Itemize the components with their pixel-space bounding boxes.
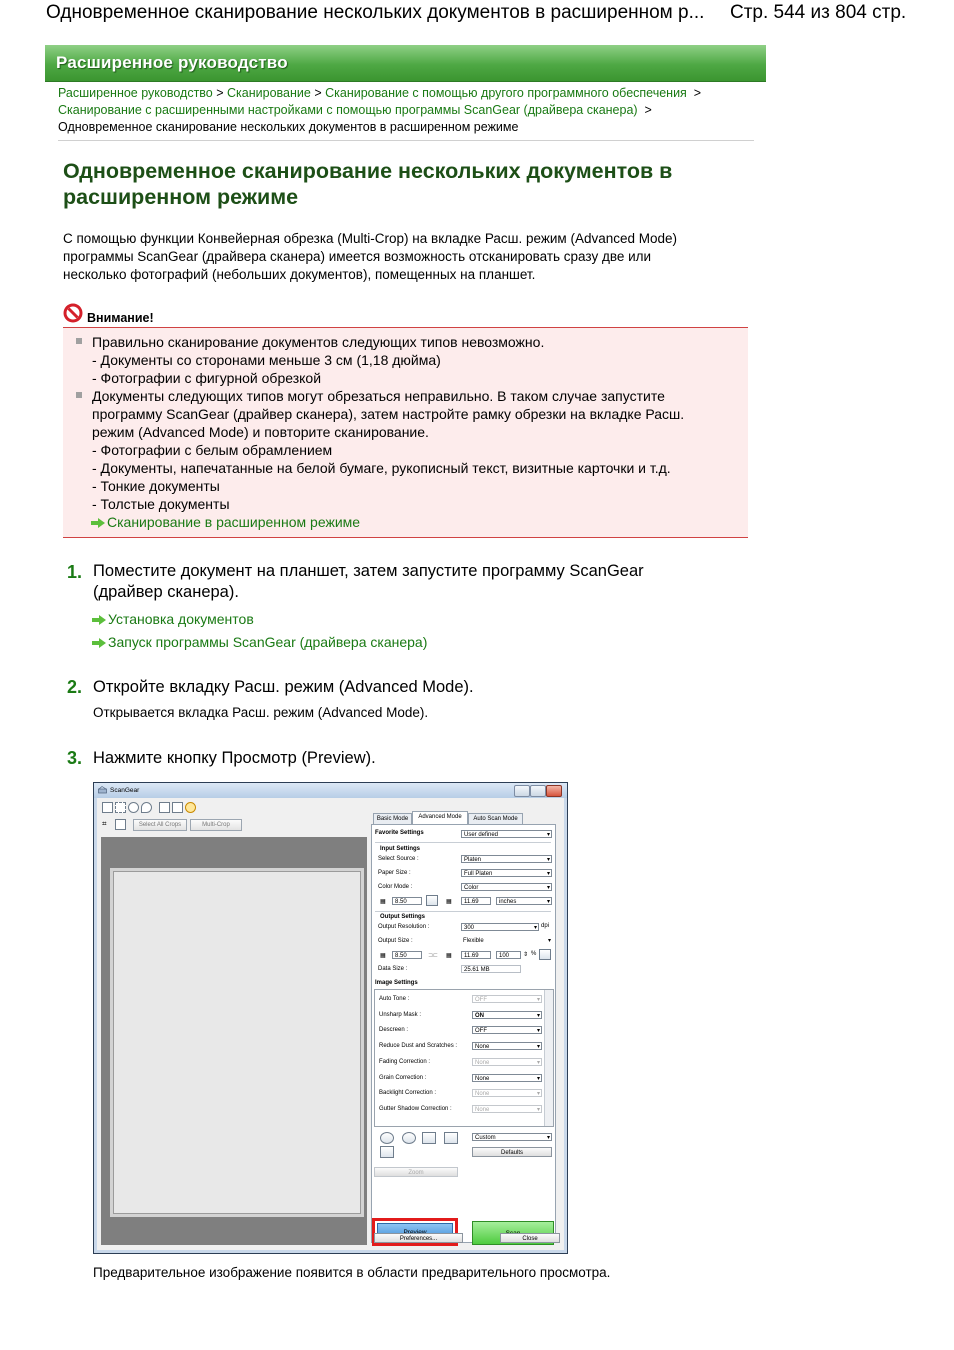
breadcrumb-separator: > <box>644 103 652 117</box>
image-setting-label: Reduce Dust and Scratches : <box>379 1043 458 1050</box>
output-width-field[interactable]: 8.50 <box>392 951 422 959</box>
dpi-label: dpi <box>541 923 550 929</box>
maximize-button[interactable] <box>530 785 546 797</box>
link-starting-scangear[interactable]: Запуск программы ScanGear (драйвера сканера) <box>108 634 428 650</box>
breadcrumb-link-scanning[interactable]: Сканирование <box>227 86 311 100</box>
output-height-field[interactable]: 11.69 <box>461 951 491 959</box>
breadcrumb-current: Одновременное сканирование нескольких документов в расширенном режиме <box>58 120 519 134</box>
caution-line: программу ScanGear (драйвер сканера), затем настройте рамку обрезки на вкладке Расш. <box>92 406 685 422</box>
image-setting-select[interactable]: ON ▾ <box>472 1011 542 1019</box>
caution-line: - Толстые документы <box>92 496 230 512</box>
step-line: (драйвер сканера). <box>93 583 239 601</box>
page-title-line: расширенном режиме <box>63 185 299 209</box>
unit-select[interactable]: inches ▾ <box>496 897 552 905</box>
help-icon[interactable] <box>185 802 196 813</box>
breadcrumb-link-other-software[interactable]: Сканирование с помощью другого программного обеспечения <box>325 86 687 100</box>
step-number: 3. <box>67 748 83 768</box>
contrast-icon[interactable] <box>402 1132 416 1144</box>
step-3-text: Нажмите кнопку Просмотр (Preview). <box>93 749 376 767</box>
thumbnail-icon[interactable] <box>102 802 113 813</box>
breadcrumb-separator: > <box>216 86 224 100</box>
image-setting-select[interactable]: None ▾ <box>472 1074 542 1082</box>
scale-field[interactable]: 100 <box>496 951 521 959</box>
zoom-button[interactable]: Zoom <box>374 1167 458 1177</box>
scangear-titlebar <box>94 783 567 798</box>
data-size-label: Data Size : <box>378 966 408 972</box>
preferences-button[interactable]: Preferences... <box>374 1233 463 1243</box>
image-setting-select[interactable]: None ▾ <box>472 1042 542 1050</box>
scanner-icon <box>98 786 107 795</box>
intro-line: программы ScanGear (драйвера сканера) имеется возможность отсканировать сразу две или <box>63 249 652 264</box>
breadcrumb-separator: > <box>693 86 702 100</box>
input-settings-heading: Input Settings <box>380 846 420 852</box>
breadcrumb-link-advanced-guide[interactable]: Расширенное руководство <box>58 86 213 100</box>
intro-line: С помощью функции Конвейерная обрезка (Multi-Crop) на вкладке Расш. режим (Advanced Mode) <box>63 231 677 246</box>
manual-banner-label: Расширенное руководство <box>56 53 288 72</box>
image-setting-label: Descreen : <box>379 1027 409 1034</box>
running-header <box>46 2 926 24</box>
caution-line: - Документы, напечатанные на белой бумаге, рукописный текст, визитные карточки и т.д. <box>92 460 671 476</box>
caution-line: - Документы со сторонами меньше 3 см (1,18 дюйма) <box>92 352 441 368</box>
preview-area[interactable] <box>101 837 367 1245</box>
caution-line: - Тонкие документы <box>92 478 220 494</box>
link-placing-documents[interactable]: Установка документов <box>108 611 254 627</box>
caution-heading-label: Внимание! <box>87 311 154 325</box>
close-button[interactable]: Close <box>500 1233 560 1243</box>
step-2-note: Открывается вкладка Расш. режим (Advanced Mode). <box>93 705 429 720</box>
color-settings-select[interactable]: Custom ▾ <box>472 1133 552 1141</box>
screenshot-caption: Предварительное изображение появится в области предварительного просмотра. <box>93 1265 611 1280</box>
output-size-select[interactable]: Flexible <box>463 938 484 944</box>
brightness-icon[interactable] <box>380 1132 394 1144</box>
output-size-label: Output Size : <box>378 938 413 944</box>
tone-curve-icon[interactable] <box>444 1132 458 1144</box>
image-setting-select[interactable]: None ▾ <box>472 1105 542 1113</box>
link-icon: ⊐⊏ <box>428 953 439 959</box>
step-1-text <box>93 561 644 603</box>
image-setting-select[interactable]: None ▾ <box>472 1058 542 1066</box>
favorite-settings-label: Favorite Settings <box>375 830 424 836</box>
bullet-icon <box>76 392 82 398</box>
arrow-right-icon <box>91 518 105 528</box>
close-window-button[interactable] <box>546 785 562 797</box>
link-advanced-mode-scanning[interactable]: Сканирование в расширенном режиме <box>107 514 361 530</box>
crop-icon[interactable] <box>115 802 126 813</box>
scrollbar[interactable] <box>544 990 553 1126</box>
multi-crop-button[interactable]: Multi-Crop <box>190 819 242 831</box>
chevron-down-icon: ▾ <box>548 938 552 944</box>
running-header-title: Одновременное сканирование нескольких документов в расширенном р... <box>46 2 705 23</box>
aspect-ratio-icon[interactable] <box>426 895 438 906</box>
width-icon: ▦ <box>380 953 386 959</box>
tab-advanced-mode[interactable]: Advanced Mode <box>412 811 468 824</box>
height-icon: ▦ <box>446 953 452 959</box>
paper-size-label: Paper Size : <box>378 870 411 876</box>
breadcrumb-divider <box>58 140 754 141</box>
color-mode-select[interactable]: Color ▾ <box>461 883 552 891</box>
select-source-select[interactable]: Platen ▾ <box>461 855 552 863</box>
width-icon: ▦ <box>380 899 386 905</box>
image-setting-label: Grain Correction : <box>379 1074 427 1081</box>
settings-panel <box>371 813 556 1241</box>
arrow-right-icon <box>92 615 106 625</box>
stepper-icon[interactable]: ⇕ <box>523 952 529 958</box>
intro-line: несколько фотографий (небольших документов), помещенных на планшет. <box>63 267 536 282</box>
color-mode-label: Color Mode : <box>378 884 413 890</box>
data-size-value: 25.61 MB <box>461 965 521 973</box>
threshold-icon[interactable] <box>380 1146 394 1158</box>
copy-icon[interactable] <box>172 802 183 813</box>
image-setting-label: Backlight Correction : <box>379 1090 437 1097</box>
select-source-label: Select Source : <box>378 856 419 862</box>
step-number: 1. <box>67 562 83 582</box>
page-title-line: Одновременное сканирование нескольких документов в <box>63 159 673 183</box>
page-indicator: Стр. 544 из 804 стр. <box>730 2 907 23</box>
link-row <box>92 634 427 650</box>
swap-icon[interactable] <box>539 949 551 960</box>
caution-line: - Фотографии с белым обрамлением <box>92 442 333 458</box>
group-divider <box>375 911 551 912</box>
auto-crop-icon[interactable]: ⌗ <box>102 819 107 828</box>
link-row <box>92 611 254 627</box>
manual-banner <box>45 45 766 82</box>
select-all-crops-button[interactable]: Select All Crops <box>133 819 187 831</box>
tab-basic-mode[interactable]: Basic Mode <box>373 813 412 824</box>
percent-label: % <box>531 951 537 957</box>
tab-auto-scan-mode[interactable]: Auto Scan Mode <box>468 813 523 824</box>
output-resolution-label: Output Resolution : <box>378 924 430 930</box>
scangear-title: ScanGear <box>110 787 140 794</box>
image-settings-heading: Image Settings <box>375 980 418 986</box>
histogram-icon[interactable] <box>422 1132 436 1144</box>
move-icon[interactable] <box>128 802 139 813</box>
minimize-button[interactable] <box>514 785 530 797</box>
image-setting-label: Auto Tone : <box>379 996 410 1002</box>
breadcrumb-link-scangear-advanced[interactable]: Сканирование с расширенными настройками с помощью программы ScanGear (драйвера сканера) <box>58 103 638 117</box>
defaults-button[interactable]: Defaults <box>472 1147 552 1157</box>
image-setting-label: Fading Correction : <box>379 1058 431 1065</box>
image-setting-select[interactable]: OFF ▾ <box>472 1026 542 1034</box>
caution-box <box>63 327 748 538</box>
favorite-settings-select[interactable]: User defined ▾ <box>461 830 552 838</box>
advanced-mode-panel <box>371 824 556 1243</box>
caution-line: режим (Advanced Mode) и повторите сканирование. <box>92 424 429 440</box>
image-setting-select[interactable]: None ▾ <box>472 1089 542 1097</box>
paper-size-select[interactable]: Full Platen ▾ <box>461 869 552 877</box>
height-icon: ▦ <box>446 899 452 905</box>
image-setting-select[interactable]: OFF ▾ <box>472 995 542 1003</box>
platen-area <box>110 868 364 1217</box>
output-settings-heading: Output Settings <box>380 914 425 920</box>
image-setting-label: Unsharp Mask : <box>379 1011 422 1018</box>
image-settings-list <box>374 989 554 1127</box>
rotate-icon[interactable] <box>159 802 170 813</box>
remove-crop-icon[interactable] <box>115 819 126 830</box>
caution-line: - Фотографии с фигурной обрезкой <box>92 370 322 386</box>
breadcrumb-separator: > <box>314 86 322 100</box>
caution-line: Правильно сканирование документов следующих типов невозможно. <box>92 334 545 350</box>
output-resolution-select[interactable]: 300 ▾ <box>461 923 539 931</box>
breadcrumb <box>58 85 758 136</box>
step-number: 2. <box>67 677 83 697</box>
prohibited-icon <box>63 303 83 323</box>
input-width-field[interactable]: 8.50 <box>392 897 422 905</box>
step-2-text: Откройте вкладку Расш. режим (Advanced Mode). <box>93 678 474 696</box>
caution-line: Документы следующих типов могут обрезаться неправильно. В таком случае запустите <box>92 388 665 404</box>
image-setting-label: Gutter Shadow Correction : <box>379 1105 452 1112</box>
intro-paragraph <box>63 230 753 284</box>
scangear-screenshot <box>93 782 568 1254</box>
bullet-icon <box>76 338 82 344</box>
step-line: Поместите документ на планшет, затем запустите программу ScanGear <box>93 562 644 580</box>
arrow-right-icon <box>92 638 106 648</box>
group-divider <box>375 842 551 843</box>
input-height-field[interactable]: 11.69 <box>461 897 491 905</box>
zoom-icon[interactable] <box>141 802 152 813</box>
scangear-body <box>97 798 564 1250</box>
caution-link-row <box>91 513 360 531</box>
page-title <box>63 158 753 210</box>
